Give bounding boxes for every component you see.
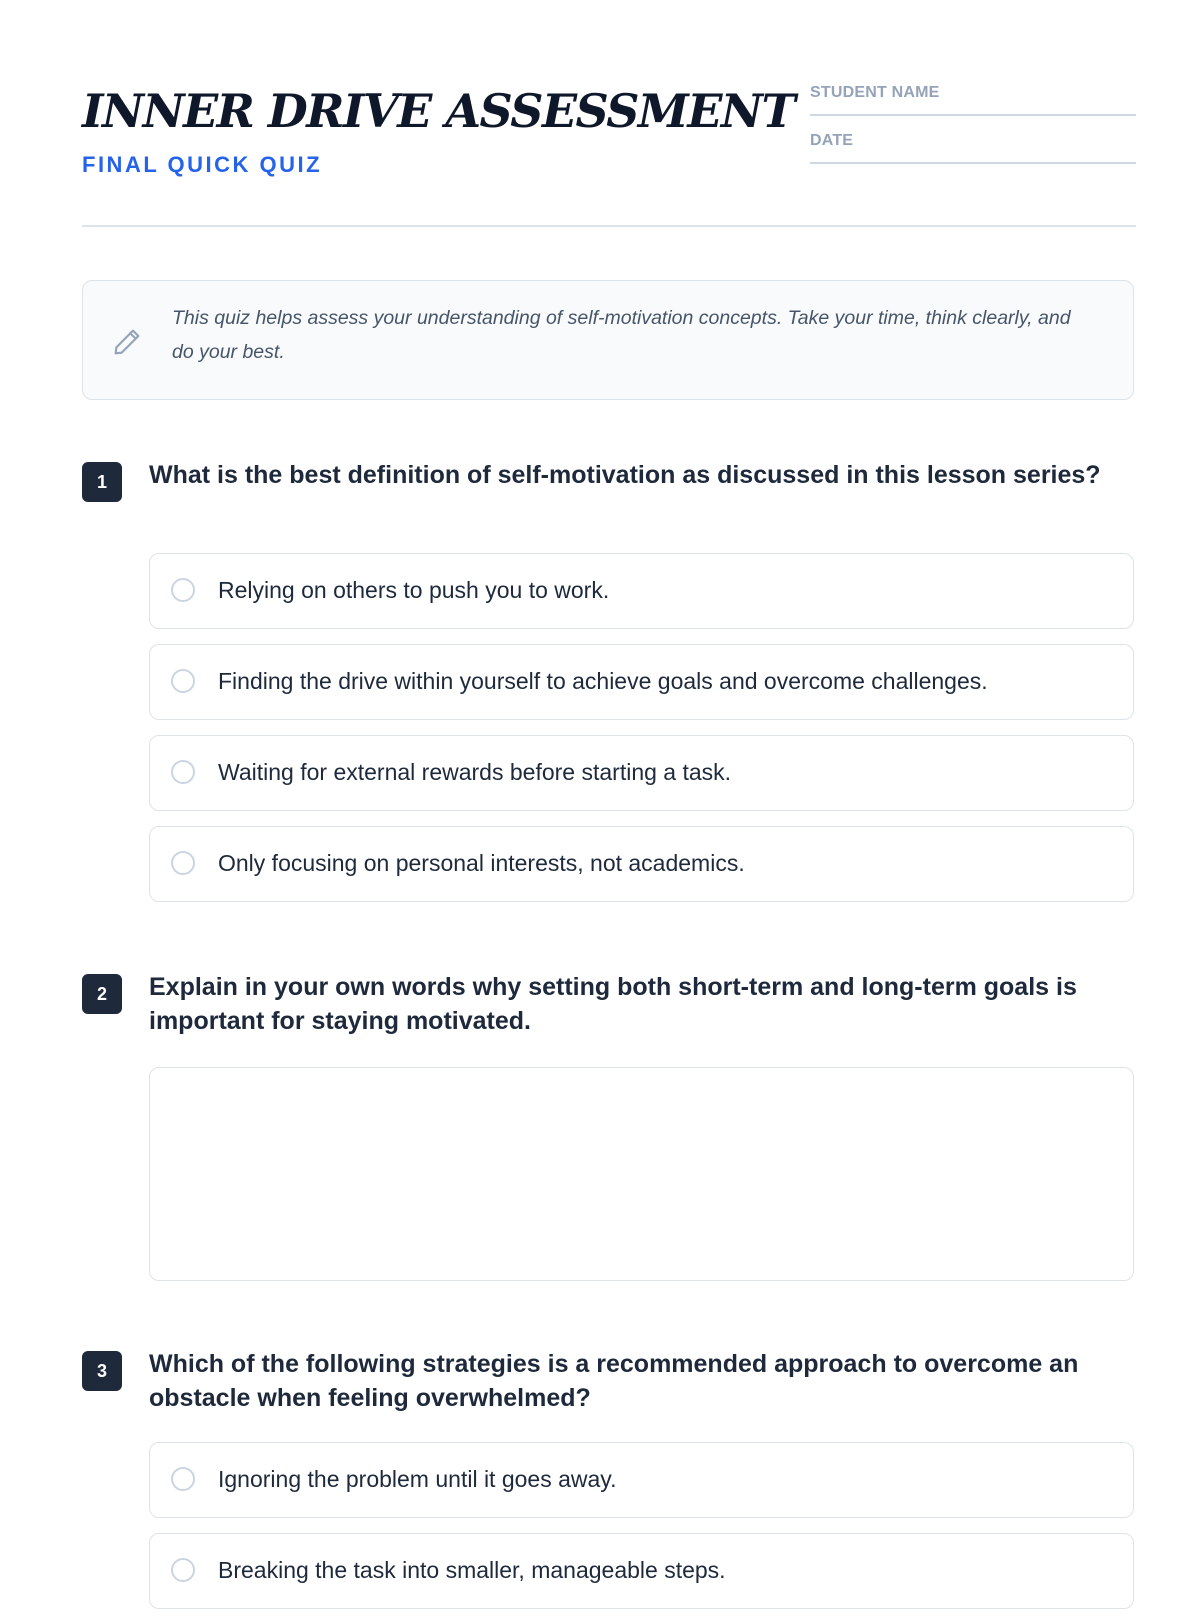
option-label: Breaking the task into smaller, manageable steps. [218, 1557, 726, 1583]
question-text: Explain in your own words why setting both short-term and long-term goals is important for staying motivated. [149, 973, 1077, 1035]
question-text: What is the best definition of self-motivation as discussed in this lesson series? [149, 461, 1101, 489]
question-number-badge: 1 [82, 462, 122, 502]
answer-option[interactable] [149, 644, 1134, 720]
radio-button[interactable] [171, 760, 195, 784]
radio-button[interactable] [171, 578, 195, 602]
question-number-badge: 3 [82, 1351, 122, 1391]
intro-text: This quiz helps assess your understanding of self-motivation concepts. Take your time, think clearly, and do your best. [172, 307, 1071, 363]
student-info-fields [810, 80, 1136, 176]
student-name-label: STUDENT NAME [810, 84, 940, 101]
radio-button[interactable] [171, 851, 195, 875]
question-3-options [149, 1442, 1134, 1624]
date-field[interactable] [810, 128, 1136, 164]
answer-option[interactable] [149, 1533, 1134, 1609]
option-label: Ignoring the problem until it goes away. [218, 1466, 617, 1492]
option-label: Finding the drive within yourself to achieve goals and overcome challenges. [218, 668, 988, 694]
intro-note [82, 280, 1134, 400]
option-label: Waiting for external rewards before starting a task. [218, 759, 732, 785]
answer-option[interactable] [149, 826, 1134, 902]
question-1-options [149, 553, 1134, 917]
page-subtitle: FINAL QUICK QUIZ [82, 152, 323, 177]
quiz-header [82, 80, 1136, 227]
option-label: Only focusing on personal interests, not academics. [218, 850, 745, 876]
option-label: Relying on others to push you to work. [218, 577, 610, 603]
student-name-field[interactable] [810, 80, 1136, 116]
answer-option[interactable] [149, 553, 1134, 629]
question-number-badge: 2 [82, 974, 122, 1014]
open-answer-textarea[interactable] [149, 1067, 1134, 1281]
pencil-icon [111, 326, 143, 358]
radio-button[interactable] [171, 669, 195, 693]
answer-option[interactable] [149, 735, 1134, 811]
page-title: INNER DRIVE ASSESSMENT [82, 84, 795, 138]
question-text: Which of the following strategies is a recommended approach to overcome an obstacle when feeling overwhelmed? [149, 1350, 1079, 1412]
date-label: DATE [810, 132, 854, 149]
radio-button[interactable] [171, 1467, 195, 1491]
answer-option[interactable] [149, 1442, 1134, 1518]
radio-button[interactable] [171, 1558, 195, 1582]
